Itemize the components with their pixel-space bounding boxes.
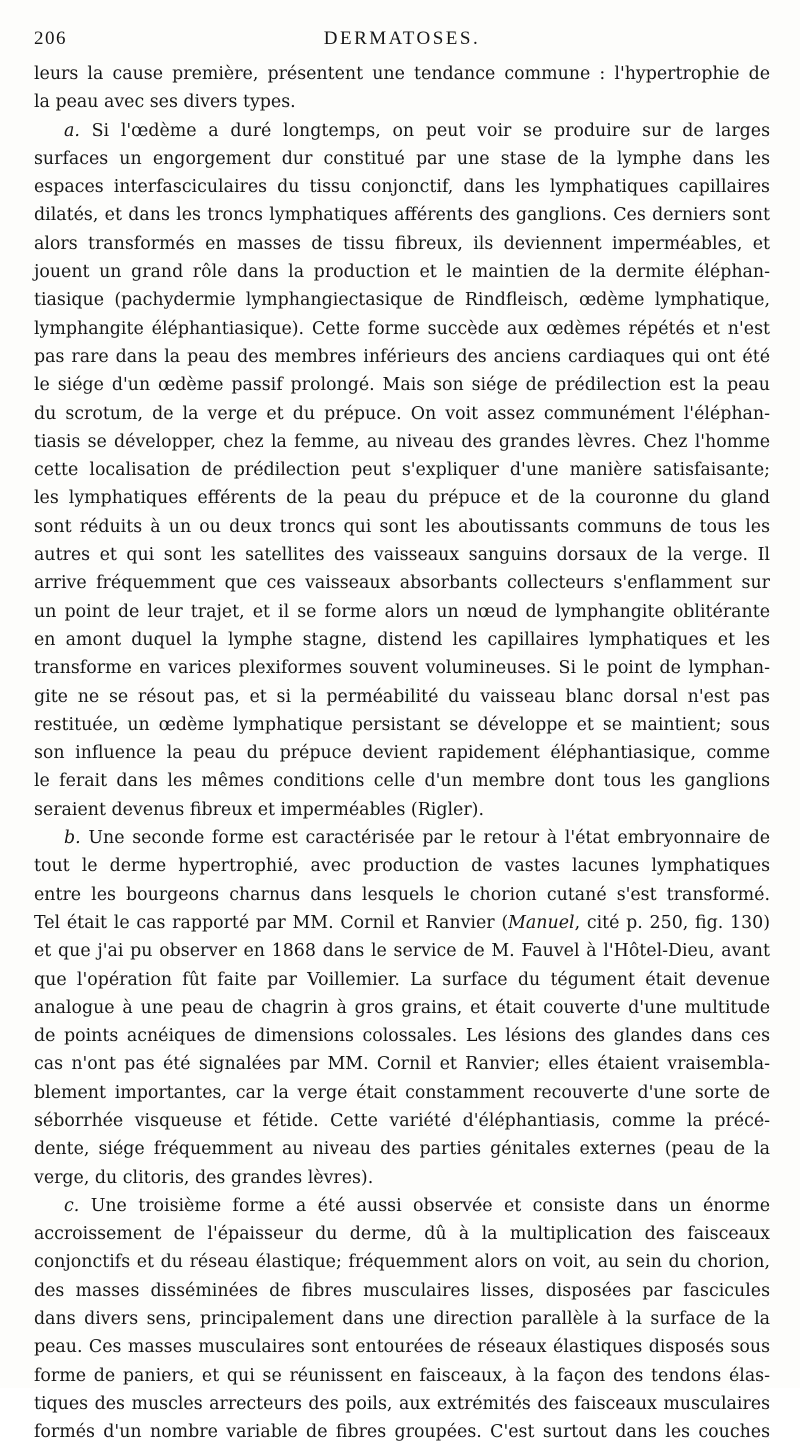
text-line-with-citation — [34, 909, 770, 937]
section-marker-b: b. — [64, 828, 81, 849]
text-line: le siége d'un œdème passif prolongé. Mais son siége de prédilection est la peau — [34, 375, 770, 396]
text-line: entre les bourgeons charnus dans lesquels le chorion cutané s'est transformé. — [34, 884, 770, 905]
text-line: formés d'un nombre variable de fibres groupées. C'est surtout dans les couches — [34, 1422, 770, 1443]
text-line: et que j'ai pu observer en 1868 dans le service de M. Fauvel à l'Hôtel-Dieu, avant — [34, 941, 770, 962]
paragraph-b-first-line — [34, 824, 770, 852]
text-line: sont réduits à un ou deux troncs qui sont les aboutissants communs de tous les — [34, 516, 770, 537]
text-line: alors transformés en masses de tissu fibreux, ils deviennent imperméables, et — [34, 233, 770, 254]
text-line: les lymphatiques efférents de la peau du prépuce et de la couronne du gland — [34, 488, 770, 509]
text-line: conjonctifs et du réseau élastique; fréquemment alors on voit, au sein du chorion, — [34, 1252, 770, 1273]
text-line-fragment: Si l'œdème a duré longtemps, on peut voir se produire sur de larges — [91, 120, 770, 141]
text-line-fragment: Une seconde forme est caractérisée par le retour à l'état embryonnaire de — [88, 828, 770, 849]
section-marker-a: a. — [64, 120, 80, 141]
text-line: des masses disséminées de fibres musculaires lisses, disposées par fascicules — [34, 1280, 770, 1301]
text-line: seraient devenus fibreux et imperméables (Rigler). — [34, 799, 484, 820]
text-line: de points acnéiques de dimensions colossales. Les lésions des glandes dans ces — [34, 1026, 770, 1047]
text-line: pas rare dans la peau des membres inférieurs des anciens cardiaques qui ont été — [34, 346, 770, 367]
text-line: espaces interfasciculaires du tissu conjonctif, dans les lymphatiques capillaires — [34, 177, 770, 198]
text-line: en amont duquel la lymphe stagne, distend les capillaires lymphatiques et les — [34, 629, 770, 650]
text-line: blement importantes, car la verge était constamment recouverte d'une sorte de — [34, 1082, 770, 1103]
page-number: 206 — [34, 28, 67, 49]
text-line: cette localisation de prédilection peut s'expliquer d'une manière satisfaisante; — [34, 460, 770, 481]
text-line: dente, siége fréquemment au niveau des parties génitales externes (peau de la — [34, 1139, 770, 1160]
running-head — [34, 28, 770, 58]
text-line: autres et qui sont les satellites des vaisseaux sanguins dorsaux de la verge. Il — [34, 545, 770, 566]
text-line: accroissement de l'épaisseur du derme, dû à la multiplication des faisceaux — [34, 1224, 770, 1245]
paragraph-c-first-line — [34, 1192, 770, 1220]
text-line: tout le derme hypertrophié, avec production de vastes lacunes lymphatiques — [34, 856, 770, 877]
text-line: que l'opération fût faite par Voillemier. La surface du tégument était devenue — [34, 969, 770, 990]
text-line: séborrhée visqueuse et fétide. Cette variété d'éléphantiasis, comme la précé- — [34, 1110, 770, 1131]
text-line: dilatés, et dans les troncs lymphatiques afférents des ganglions. Ces derniers sont — [34, 205, 770, 226]
citation-reference: , cité p. 250, fig. 130) — [574, 912, 771, 933]
text-line: cas n'ont pas été signalées par MM. Cornil et Ranvier; elles étaient vraisembla- — [34, 1054, 770, 1075]
text-line: surfaces un engorgement dur constitué par une stase de la lymphe dans les — [34, 148, 770, 169]
text-line: arrive fréquemment que ces vaisseaux absorbants collecteurs s'enflamment sur — [34, 573, 770, 594]
text-line: le ferait dans les mêmes conditions celle d'un membre dont tous les ganglions — [34, 771, 770, 792]
text-line: peau. Ces masses musculaires sont entourées de réseaux élastiques disposés sous — [34, 1337, 770, 1358]
text-line: la peau avec ses divers types. — [34, 92, 296, 113]
text-line: tiasique (pachydermie lymphangiectasique de Rindfleisch, œdème lymphatique, — [34, 290, 770, 311]
paragraph-a-first-line — [34, 117, 770, 145]
text-line: restituée, un œdème lymphatique persistant se développe et se maintient; sous — [34, 714, 770, 735]
body-text — [34, 60, 770, 1447]
text-line: jouent un grand rôle dans la production et le maintien de la dermite éléphan- — [34, 262, 770, 283]
text-line: un point de leur trajet, et il se forme alors un nœud de lymphangite oblitérante — [34, 601, 770, 622]
text-line: forme de paniers, et qui se réunissent en faisceaux, à la façon des tendons élas- — [34, 1365, 770, 1386]
text-line: analogue à une peau de chagrin à gros grains, et était couverte d'une multitude — [34, 997, 770, 1018]
text-line: son influence la peau du prépuce devient rapidement éléphantiasique, comme — [34, 743, 770, 764]
running-title: DERMATOSES. — [323, 28, 481, 49]
text-line: leurs la cause première, présentent une tendance commune : l'hypertrophie de — [34, 64, 770, 84]
text-line: du scrotum, de la verge et du prépuce. On voit assez communément l'éléphan- — [34, 403, 770, 424]
citation-title: Manuel — [508, 912, 575, 933]
text-line: gite ne se résout pas, et si la perméabilité du vaisseau blanc dorsal n'est pas — [34, 686, 770, 707]
text-line-fragment: Tel était le cas rapporté par MM. Cornil et Ranvier ( — [34, 912, 509, 933]
section-marker-c: c. — [64, 1195, 80, 1216]
text-line: transforme en varices plexiformes souvent volumineuses. Si le point de lymphan- — [34, 658, 770, 679]
text-line: lymphangite éléphantiasique). Cette forme succède aux œdèmes répétés et n'est — [34, 318, 770, 339]
text-line: tiasis se développer, chez la femme, au niveau des grandes lèvres. Chez l'homme — [34, 431, 770, 452]
text-line-fragment: Une troisième forme a été aussi observée et consiste dans un énorme — [90, 1195, 771, 1216]
text-line: dans divers sens, principalement dans une direction parallèle à la surface de la — [34, 1309, 770, 1330]
text-line: verge, du clitoris, des grandes lèvres). — [34, 1167, 374, 1188]
text-line: tiques des muscles arrecteurs des poils, aux extrémités des faisceaux musculaires — [34, 1393, 770, 1414]
